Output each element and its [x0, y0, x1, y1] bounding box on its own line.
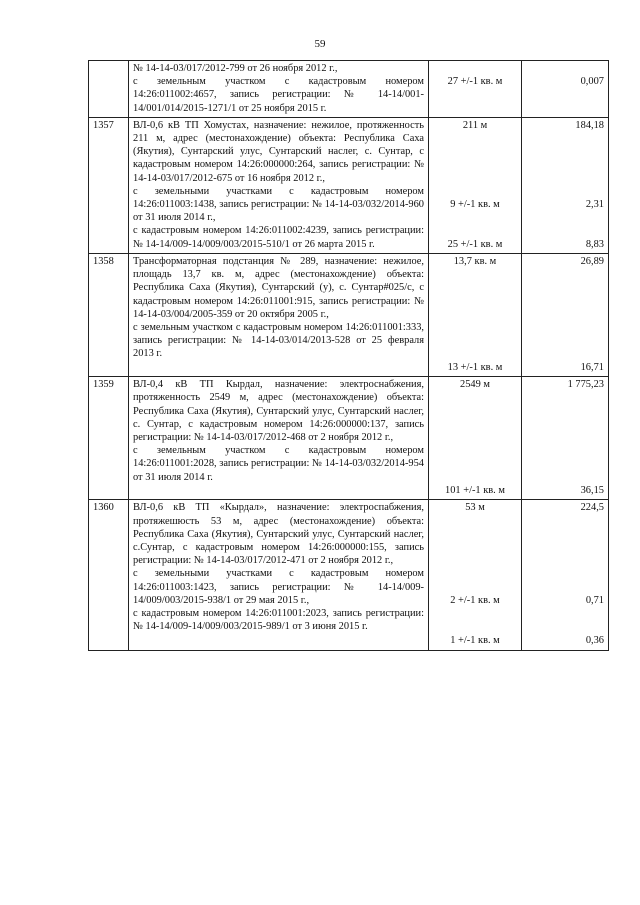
area-line: 1 +/-1 кв. м	[450, 635, 500, 647]
property-registry-table	[88, 60, 609, 651]
table-row	[89, 61, 609, 118]
row-number-cell: 1358	[89, 254, 129, 377]
object-description-cell	[129, 254, 429, 377]
area-cell	[429, 500, 522, 650]
object-description-cell	[129, 377, 429, 500]
value-line: 26,89	[580, 256, 604, 268]
area-line: 25 +/-1 кв. м	[447, 238, 503, 250]
area-line: 2 +/-1 кв. м	[450, 595, 500, 607]
description-line: № 14-14-03/017/2012-799 от 26 ноября 2012 г.,	[133, 63, 338, 74]
row-number-cell: 1359	[89, 377, 129, 500]
value-line	[526, 62, 604, 75]
table-row	[89, 254, 609, 377]
value-line: 16,71	[580, 362, 604, 374]
area-cell	[429, 117, 522, 253]
description-line: ВЛ-0,4 кВ ТП Кырдал, назначение: электроснабжения, протяженность 2549 м, адрес (местонахождение) объекта: Республика Саха (Якутия), Сунтарский улус, Сунтарский наслег, с. Сунтар, с кадастровым номером 14:26:000000:137, запись регистрации: № 14-14-03/017/2012-468 от 2 ноября 2012 г.,	[133, 379, 424, 444]
description-line: с земельным участком с кадастровым номером 14:26:011001:2028, запись регистрации: № 14-14-03/032/2014-954 от 31 июля 2014 г.	[133, 445, 424, 483]
value-line: 2,31	[585, 198, 604, 210]
value-cell	[522, 377, 609, 500]
value-cell	[522, 117, 609, 253]
object-description-cell	[129, 61, 429, 118]
value-cell	[522, 61, 609, 118]
area-line	[433, 62, 517, 75]
object-description-cell	[129, 117, 429, 253]
value-line: 184,18	[575, 119, 604, 131]
description-line: с земельными участками с кадастровым номером 14:26:011003:1423, запись регистрации: № 14-14/009-14/009/003/2015-938/1 от 29 мая 2015 г.,	[133, 568, 424, 606]
area-line: 27 +/-1 кв. м	[447, 76, 503, 87]
description-line: ВЛ-0,6 кВ ТП Хомустах, назначение: нежилое, протяженность 211 м, адрес (местонахождение) объекта: Республика Саха (Якутия), Сунтарский улус, Сунтарский наслег, с. Сунтар, с кадастровым номером 14:26:000000:264, запись регистрации: № 14-14-03/017/2012-675 от 16 ноября 2012 г.,	[133, 119, 424, 184]
table-row	[89, 117, 609, 253]
description-line: с кадастровым номером 14:26:011001:2023, запись регистрации: № 14-14/009-14/009/003/2015-989/1 от 3 июня 2015 г.	[133, 608, 424, 633]
value-line: 0,007	[580, 76, 604, 87]
value-line: 36,15	[580, 485, 604, 497]
value-line: 1 775,23	[567, 379, 604, 391]
area-cell	[429, 254, 522, 377]
description-line: ВЛ-0,6 кВ ТП «Кырдал», назначение: электроспабжения, протяжешюсть 53 м, адрес (местонахождение) объекта: Республика Саха (Якутия), Сунтарский улус, Сунтарский наслег, с.Сунтар, с кадастровым номером 14:26:000000:155, запись регистрации: № 14-14-03/017/2012-471 от 2 ноября 2012 г.,	[133, 502, 424, 567]
row-number-cell	[89, 61, 129, 118]
area-line: 211 м	[462, 119, 488, 131]
description-line: с земельными участками с кадастровым номером 14:26:011003:1438, запись регистрации: № 14-14-03/032/2014-960 от 31 июля 2014 г.,	[133, 185, 424, 224]
row-number-cell: 1357	[89, 117, 129, 253]
description-line: Трансформаторная подстанция № 289, назначение: нежилое, площадь 13,7 кв. м, адрес (местонахождение) объекта: Республика Саха (Якутия), Сунтарский (у), с. Сунтар#025/с, с кадастровым номером 14:26:011001:915, запись регистрации: № 14-14-03/004/2005-359 от 20 октября 2005 г.,	[133, 256, 424, 320]
value-line: 0,71	[585, 595, 604, 607]
registry-table-body	[89, 61, 609, 651]
page-number: 59	[314, 38, 326, 50]
value-line: 224,5	[580, 502, 604, 514]
area-line: 53 м	[465, 502, 485, 514]
value-line: 0,36	[585, 635, 604, 647]
value-cell	[522, 254, 609, 377]
row-number-cell: 1360	[89, 500, 129, 650]
object-description-cell	[129, 500, 429, 650]
description-line: с кадастровым номером 14:26:011002:4239, запись регистрации: № 14-14/009-14/009/003/2015-510/1 от 26 марта 2015 г.	[133, 225, 424, 250]
table-row	[89, 377, 609, 500]
area-line: 13 +/-1 кв. м	[447, 362, 503, 374]
area-line: 9 +/-1 кв. м	[450, 198, 500, 210]
description-line: с земельным участком с кадастровым номером 14:26:011001:333, запись регистрации: № 14-14-03/014/2013-528 от 25 февраля 2013 г.	[133, 322, 424, 360]
area-line: 101 +/-1 кв. м	[445, 485, 505, 497]
area-cell	[429, 377, 522, 500]
area-line: 2549 м	[460, 379, 490, 391]
description-line: с земельным участком с кадастровым номером 14:26:011002:4657, запись регистрации: № 14-14/001-14/001/014/2015-1271/1 от 25 ноября 2015 г.	[133, 76, 424, 114]
table-row	[89, 500, 609, 650]
value-line: 8,83	[585, 238, 604, 250]
area-cell	[429, 61, 522, 118]
area-line: 13,7 кв. м	[453, 256, 497, 268]
value-cell	[522, 500, 609, 650]
